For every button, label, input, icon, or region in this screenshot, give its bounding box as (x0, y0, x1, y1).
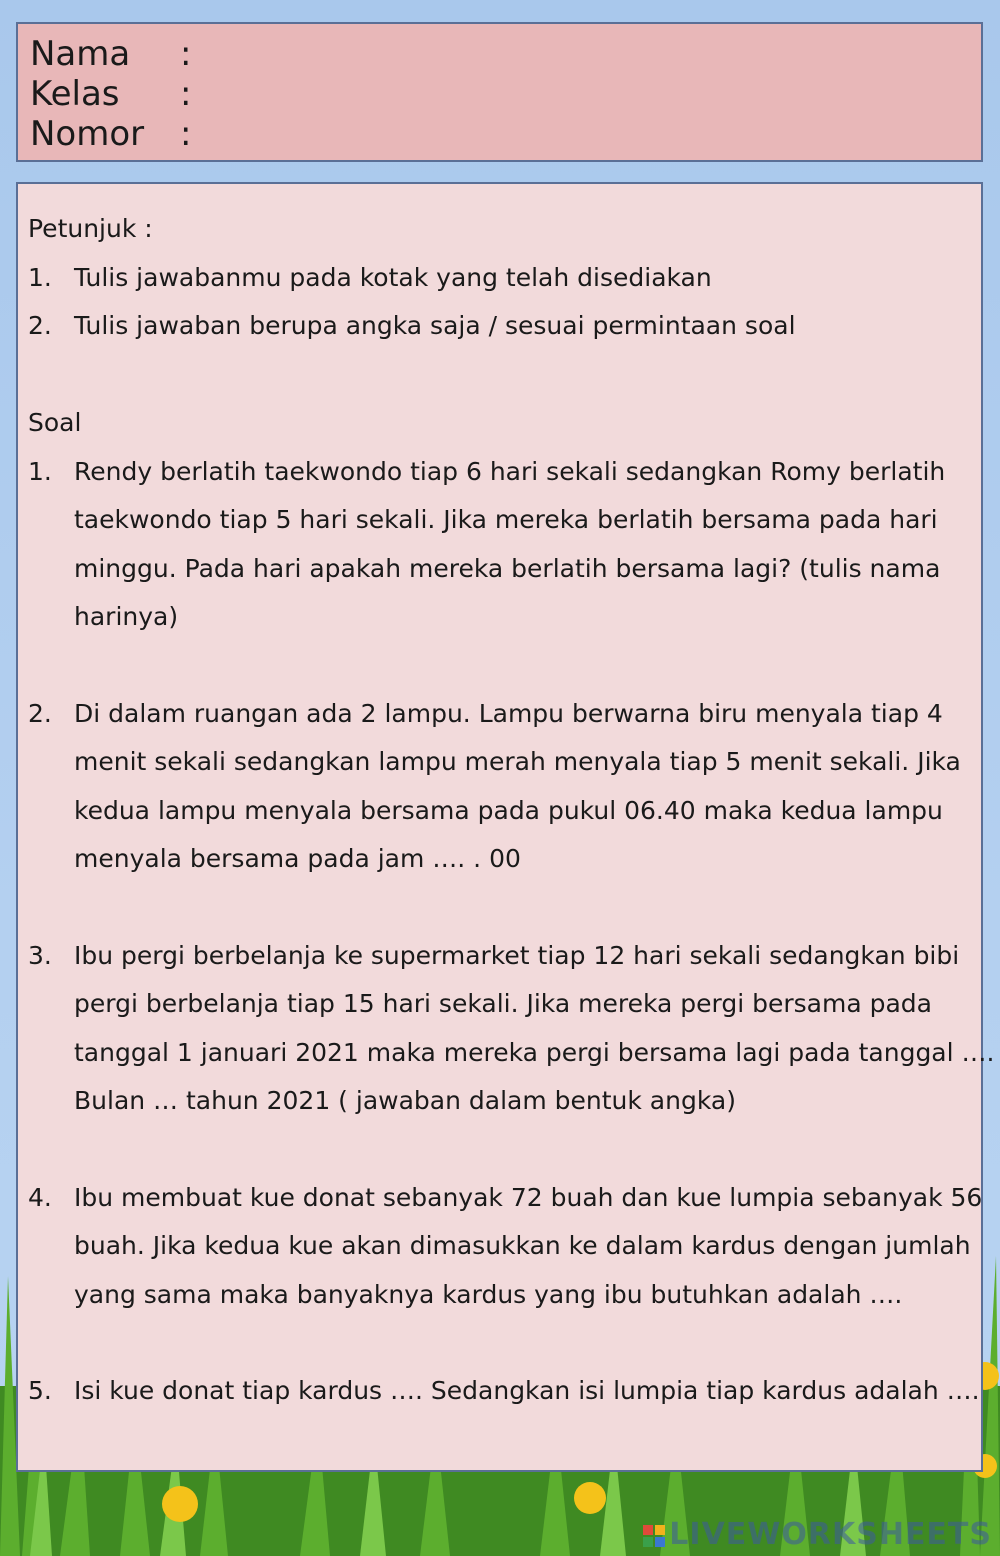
question-number: 4. (28, 1183, 52, 1212)
question-line: menyala bersama pada jam …. . 00 (74, 844, 521, 874)
question-4-text (74, 1174, 983, 1319)
question-line: minggu. Pada hari apakah mereka berlatih bersama lagi? (tulis nama (74, 553, 941, 583)
question-line: Di dalam ruangan ada 2 lampu. Lampu berwarna biru menyala tiap 4 (74, 699, 943, 728)
field-label: Kelas (30, 74, 120, 114)
question-line: buah. Jika kedua kue akan dimasukkan ke dalam kardus dengan jumlah (74, 1231, 971, 1261)
field-colon: : (180, 114, 192, 154)
field-colon: : (180, 34, 192, 74)
liveworksheets-logo-icon (643, 1525, 665, 1547)
question-line: kedua lampu menyala bersama pada pukul 06.40 maka kedua lampu (74, 795, 943, 825)
field-colon: : (180, 74, 192, 114)
instruction-number: 2. (28, 311, 52, 340)
question-line: Ibu membuat kue donat sebanyak 72 buah dan kue lumpia sebanyak 56 (74, 1183, 983, 1212)
question-line: Isi kue donat tiap kardus …. Sedangkan isi lumpia tiap kardus adalah …. (74, 1376, 980, 1405)
field-label: Nama (30, 34, 131, 74)
question-number: 3. (28, 941, 52, 970)
question-number: 5. (28, 1376, 52, 1405)
field-nomor (30, 114, 191, 154)
student-info-panel (16, 22, 983, 162)
question-line: taekwondo tiap 5 hari sekali. Jika mereka berlatih bersama pada hari (74, 505, 938, 535)
liveworksheets-watermark (643, 1517, 992, 1552)
question-line: menit sekali sedangkan lampu merah menyala tiap 5 menit sekali. Jika (74, 747, 961, 777)
question-line: Ibu pergi berbelanja ke supermarket tiap 12 hari sekali sedangkan bibi (74, 941, 960, 970)
field-kelas (30, 74, 191, 114)
instruction-text: Tulis jawaban berupa angka saja / sesuai permintaan soal (74, 311, 796, 340)
question-line: tanggal 1 januari 2021 maka mereka pergi bersama lagi pada tanggal …. (74, 1037, 995, 1067)
question-number: 1. (28, 457, 52, 486)
question-2-text (74, 690, 961, 884)
question-line: yang sama maka banyaknya kardus yang ibu butuhkan adalah …. (74, 1279, 903, 1309)
watermark-text: LIVEWORKSHEETS (669, 1517, 992, 1552)
question-line: harinya) (74, 602, 179, 632)
instruction-number: 1. (28, 263, 52, 292)
question-5-text (74, 1367, 980, 1415)
question-line: Rendy berlatih taekwondo tiap 6 hari sekali sedangkan Romy berlatih (74, 457, 946, 486)
instruction-text: Tulis jawabanmu pada kotak yang telah disediakan (74, 263, 712, 292)
field-label: Nomor (30, 114, 145, 154)
question-line: Bulan … tahun 2021 ( jawaban dalam bentuk angka) (74, 1086, 736, 1116)
field-nama (30, 34, 191, 74)
questions-title: Soal (28, 408, 82, 437)
question-3-text (74, 932, 995, 1126)
question-1-text (74, 448, 954, 642)
question-number: 2. (28, 699, 52, 728)
instructions-title: Petunjuk : (28, 214, 153, 243)
question-line: pergi berbelanja tiap 15 hari sekali. Jika mereka pergi bersama pada (74, 989, 932, 1019)
worksheet-panel (16, 182, 995, 1472)
